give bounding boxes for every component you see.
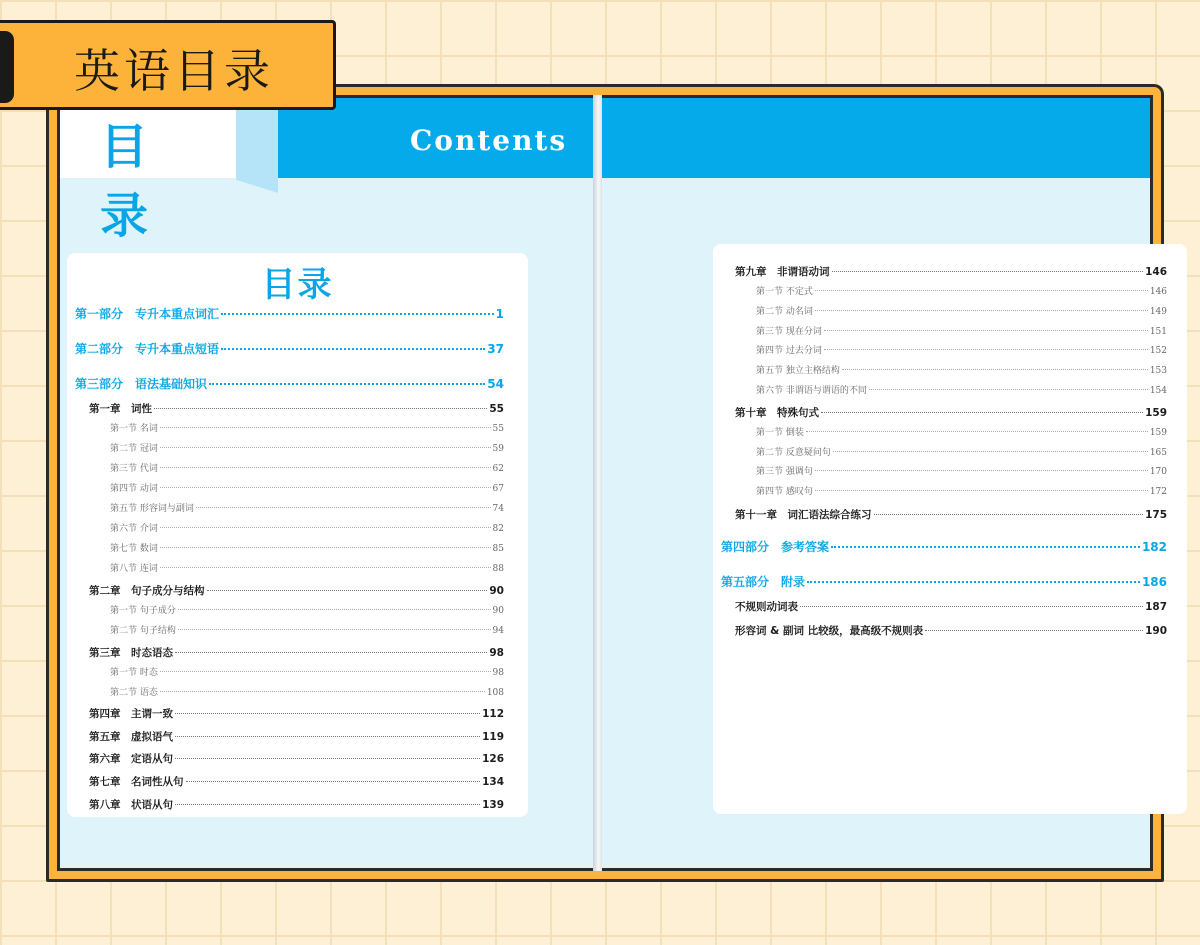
toc-entry-page: 146 xyxy=(1149,287,1167,297)
toc-entry-page: 82 xyxy=(492,524,504,534)
toc-entry-label: 第五部分 附录 xyxy=(721,575,806,589)
leader-dots xyxy=(815,470,1148,471)
toc-entry-page: 146 xyxy=(1145,266,1167,278)
toc-entry-label: 第三节 代词 xyxy=(110,464,158,474)
right-header-band xyxy=(602,98,1150,178)
toc-entry-chap xyxy=(89,706,504,721)
toc-entry-label: 第一节 时态 xyxy=(110,668,158,678)
toc-card-right xyxy=(713,244,1187,814)
toc-entry-label: 第三章 时态语态 xyxy=(89,647,173,659)
toc-entry-page: 182 xyxy=(1141,540,1167,554)
toc-entry-page: 98 xyxy=(489,647,504,659)
leader-dots xyxy=(207,590,488,591)
toc-entry-chap xyxy=(89,729,504,744)
toc-entry-sect xyxy=(756,284,1167,297)
leader-dots xyxy=(869,389,1148,390)
leader-dots xyxy=(874,514,1144,515)
toc-entry-page: 55 xyxy=(489,403,504,415)
toc-entry-label: 第十章 特殊句式 xyxy=(735,407,819,419)
toc-entry-label: 第四节 感叹句 xyxy=(756,487,813,497)
leader-dots xyxy=(925,630,1143,631)
leader-dots xyxy=(160,567,491,568)
toc-entry-label: 第五节 形容词与副词 xyxy=(110,504,194,514)
toc-entry-sect xyxy=(756,484,1167,497)
toc-entry-label: 第一节 不定式 xyxy=(756,287,813,297)
toc-entry-page: 119 xyxy=(482,731,504,743)
toc-entry-label: 第三节 强调句 xyxy=(756,467,813,477)
leader-dots xyxy=(175,736,480,737)
toc-entry-page: 154 xyxy=(1149,386,1167,396)
left-page xyxy=(57,95,593,871)
toc-entry-label: 形容词 & 副词 比较级，最高级不规则表 xyxy=(735,625,924,637)
title-banner xyxy=(0,20,336,110)
toc-entry-page: 139 xyxy=(482,799,504,811)
toc-entry-page: 151 xyxy=(1149,327,1167,337)
toc-entry-page: 152 xyxy=(1149,346,1167,356)
toc-entry-label: 第十一章 词汇语法综合练习 xyxy=(735,509,872,521)
toc-entry-sect xyxy=(110,461,504,474)
leader-dots xyxy=(815,490,1148,491)
toc-entry-label: 第八节 连词 xyxy=(110,564,158,574)
toc-entry-label: 第四节 动词 xyxy=(110,484,158,494)
tab-title: 目 录 xyxy=(100,119,171,244)
toc-entry-label: 第一节 句子成分 xyxy=(110,606,176,616)
toc-entry-sect xyxy=(756,383,1167,396)
toc-entry-label: 第四章 主谓一致 xyxy=(89,708,173,720)
toc-entry-sect xyxy=(756,464,1167,477)
toc-card-left xyxy=(67,253,528,817)
toc-entry-label: 第四节 过去分词 xyxy=(756,346,822,356)
toc-entry-sect xyxy=(110,665,504,678)
toc-entry-page: 85 xyxy=(492,544,504,554)
toc-entry-label: 第二节 反意疑问句 xyxy=(756,448,831,458)
leader-dots xyxy=(831,546,1140,548)
toc-entry-page: 175 xyxy=(1145,509,1167,521)
leader-dots xyxy=(186,781,481,782)
leader-dots xyxy=(815,310,1148,311)
toc-entry-part xyxy=(721,573,1167,590)
toc-entry-label: 第四部分 参考答案 xyxy=(721,540,830,554)
contents-label: Contents xyxy=(410,124,568,157)
right-page xyxy=(602,95,1167,871)
toc-entry-page: 153 xyxy=(1149,366,1167,376)
leader-dots xyxy=(160,427,491,428)
toc-entry-label: 第三节 现在分词 xyxy=(756,327,822,337)
leader-dots xyxy=(824,330,1148,331)
leader-dots xyxy=(178,629,491,630)
toc-entry-label: 第六节 介词 xyxy=(110,524,158,534)
toc-entry-chap xyxy=(89,774,504,789)
toc-entry-page: 88 xyxy=(492,564,504,574)
toc-entry-label: 第八章 状语从句 xyxy=(89,799,173,811)
toc-entry-sect xyxy=(756,343,1167,356)
toc-entry-page: 74 xyxy=(492,504,504,514)
toc-entry-sect xyxy=(110,541,504,554)
toc-entry-label: 第二节 句子结构 xyxy=(110,626,176,636)
toc-entry-page: 98 xyxy=(492,668,504,678)
tab-fold xyxy=(236,98,278,193)
toc-entry-label: 不规则动词表 xyxy=(735,601,798,613)
leader-dots xyxy=(154,408,487,409)
toc-entry-sect xyxy=(110,623,504,636)
toc-entry-label: 第二章 句子成分与结构 xyxy=(89,585,205,597)
leader-dots xyxy=(832,271,1144,272)
toc-entry-sect xyxy=(756,425,1167,438)
leader-dots xyxy=(160,487,491,488)
toc-entry-sect xyxy=(110,441,504,454)
toc-entry-page: 54 xyxy=(487,377,504,391)
leader-dots xyxy=(221,348,485,350)
toc-entry-page: 37 xyxy=(487,342,504,356)
toc-entry-chap xyxy=(735,264,1167,279)
toc-entry-label: 第一部分 专升本重点词汇 xyxy=(75,307,220,321)
leader-dots xyxy=(821,412,1143,413)
leader-dots xyxy=(221,313,494,315)
toc-title: 目录 xyxy=(261,265,334,305)
toc-entry-page: 165 xyxy=(1149,448,1167,458)
toc-entry-page: 1 xyxy=(495,307,504,321)
leader-dots xyxy=(196,507,491,508)
toc-entry-label: 第七章 名词性从句 xyxy=(89,776,184,788)
toc-entry-label: 第三部分 语法基础知识 xyxy=(75,377,208,391)
toc-entry-page: 108 xyxy=(486,688,504,698)
toc-entry-page: 112 xyxy=(482,708,504,720)
toc-entry-sect xyxy=(756,324,1167,337)
toc-entry-label: 第二部分 专升本重点短语 xyxy=(75,342,220,356)
leader-dots xyxy=(807,581,1140,583)
toc-entry-label: 第二节 冠词 xyxy=(110,444,158,454)
toc-entry-page: 149 xyxy=(1149,307,1167,317)
leader-dots xyxy=(160,547,491,548)
toc-entry-label: 第五节 独立主格结构 xyxy=(756,366,840,376)
leader-dots xyxy=(178,609,491,610)
toc-entry-sect xyxy=(110,603,504,616)
title-tab xyxy=(60,98,236,244)
toc-entry-page: 186 xyxy=(1141,575,1167,589)
toc-entry-sect xyxy=(756,363,1167,376)
toc-entry-sect xyxy=(110,501,504,514)
toc-entry-page: 159 xyxy=(1145,407,1167,419)
leader-dots xyxy=(175,713,480,714)
toc-entry-chap xyxy=(89,751,504,766)
toc-entry-label: 第一章 词性 xyxy=(89,403,152,415)
toc-entry-page: 170 xyxy=(1149,467,1167,477)
leader-dots xyxy=(842,369,1148,370)
toc-entry-sect xyxy=(110,521,504,534)
toc-entry-page: 67 xyxy=(492,484,504,494)
leader-dots xyxy=(160,527,491,528)
toc-entry-part xyxy=(75,340,504,357)
toc-entry-page: 172 xyxy=(1149,487,1167,497)
toc-entry-sect xyxy=(110,421,504,434)
toc-entry-part xyxy=(721,538,1167,555)
leader-dots xyxy=(806,431,1148,432)
leader-dots xyxy=(160,447,491,448)
toc-entry-chap xyxy=(89,401,504,416)
toc-entry-page: 187 xyxy=(1145,601,1167,613)
toc-entry-label: 第一节 名词 xyxy=(110,424,158,434)
book xyxy=(46,84,1167,882)
banner-accent-bar xyxy=(0,31,14,103)
toc-entry-chap xyxy=(735,507,1167,522)
toc-entry-chap xyxy=(735,405,1167,420)
toc-entry-label: 第九章 非谓语动词 xyxy=(735,266,830,278)
toc-entry-page: 134 xyxy=(482,776,504,788)
leader-dots xyxy=(800,606,1143,607)
toc-entry-page: 190 xyxy=(1145,625,1167,637)
toc-entry-chap xyxy=(89,583,504,598)
toc-entry-chap xyxy=(89,645,504,660)
toc-entry-page: 59 xyxy=(492,444,504,454)
leader-dots xyxy=(833,451,1148,452)
leader-dots xyxy=(209,383,485,385)
leader-dots xyxy=(175,804,480,805)
toc-entry-part xyxy=(75,375,504,392)
banner-title: 英语目录 xyxy=(74,44,274,98)
toc-entry-page: 90 xyxy=(489,585,504,597)
toc-entry-part xyxy=(75,305,504,322)
toc-entry-page: 62 xyxy=(492,464,504,474)
toc-entry-sect xyxy=(756,304,1167,317)
toc-entry-label: 第六节 非谓语与谓语的不同 xyxy=(756,386,867,396)
leader-dots xyxy=(160,691,485,692)
toc-entry-label: 第一节 倒装 xyxy=(756,428,804,438)
toc-entry-label: 第七节 数词 xyxy=(110,544,158,554)
toc-entry-page: 94 xyxy=(492,626,504,636)
toc-entry-sect xyxy=(110,561,504,574)
leader-dots xyxy=(815,290,1148,291)
leader-dots xyxy=(160,467,491,468)
toc-entry-misc xyxy=(735,599,1167,614)
toc-entry-sect xyxy=(110,685,504,698)
leader-dots xyxy=(175,758,480,759)
toc-entry-page: 55 xyxy=(492,424,504,434)
toc-entry-label: 第五章 虚拟语气 xyxy=(89,731,173,743)
toc-entry-page: 159 xyxy=(1149,428,1167,438)
leader-dots xyxy=(824,349,1148,350)
toc-entry-sect xyxy=(756,445,1167,458)
toc-entry-page: 90 xyxy=(492,606,504,616)
toc-entry-sect xyxy=(110,481,504,494)
toc-entry-label: 第六章 定语从句 xyxy=(89,753,173,765)
leader-dots xyxy=(160,671,491,672)
toc-entry-page: 126 xyxy=(482,753,504,765)
leader-dots xyxy=(175,652,487,653)
toc-entry-label: 第二节 语态 xyxy=(110,688,158,698)
toc-entry-chap xyxy=(89,797,504,812)
toc-entry-label: 第二节 动名词 xyxy=(756,307,813,317)
toc-entry-misc xyxy=(735,623,1167,638)
